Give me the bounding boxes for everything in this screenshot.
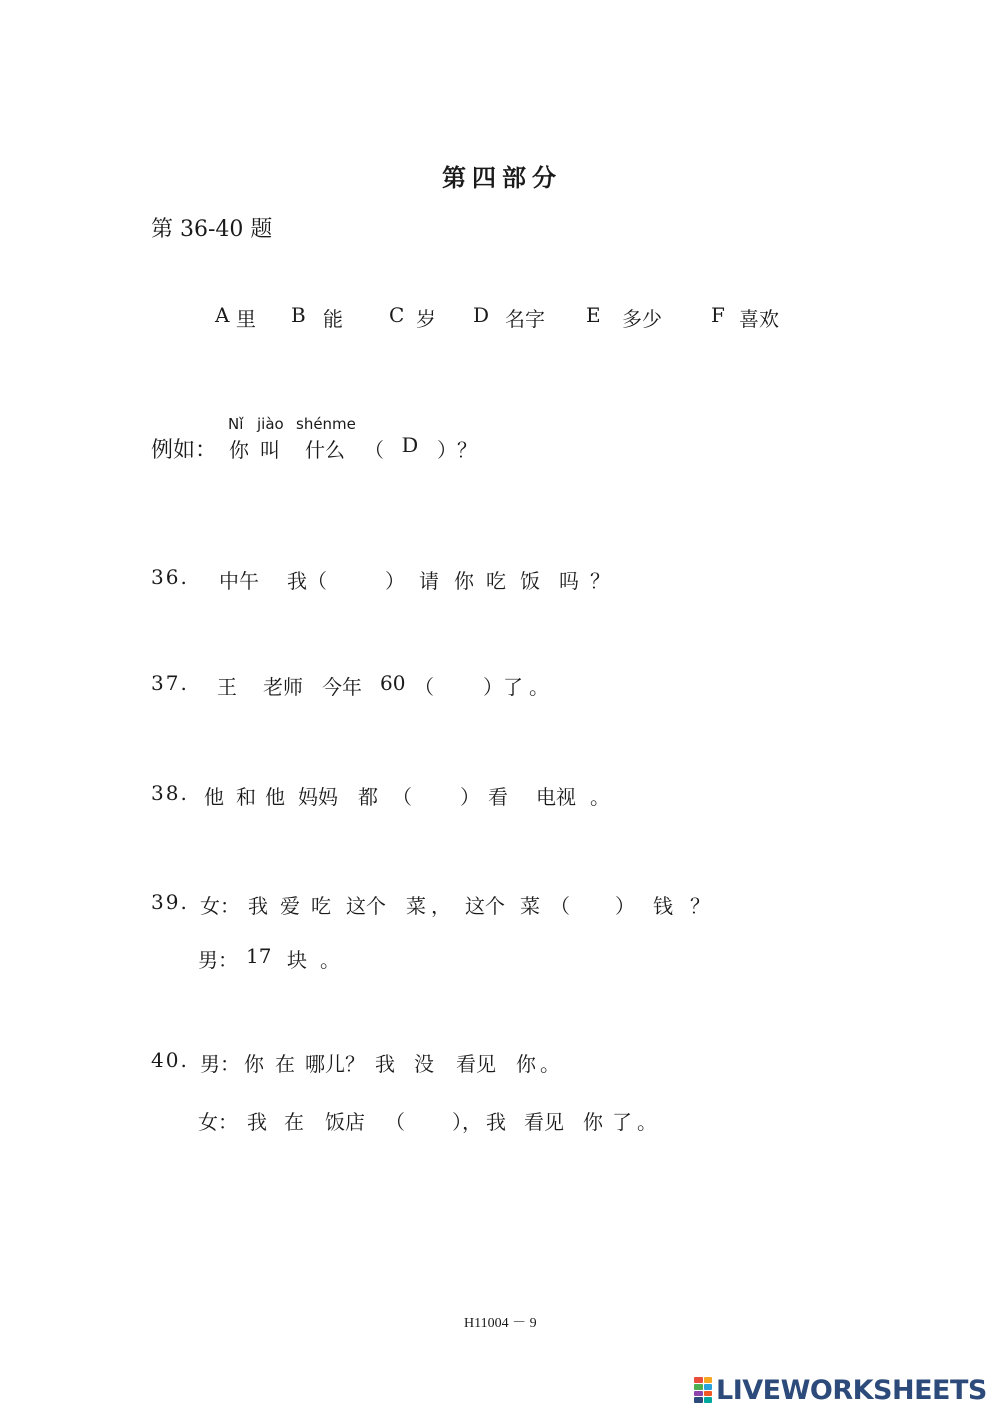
pinyin: jiào: [257, 415, 284, 433]
word: 王: [217, 675, 237, 699]
word: 在: [284, 1110, 304, 1134]
example-word: 什么: [305, 438, 345, 462]
logo-cell: [694, 1391, 703, 1397]
speaker: 男：: [198, 948, 238, 972]
example-word: 叫: [260, 438, 280, 462]
word: 妈妈: [298, 785, 338, 809]
logo-mark-icon: [694, 1377, 712, 1403]
question-number: 37.: [151, 671, 189, 695]
word: 60: [380, 671, 406, 695]
word: 爱: [280, 894, 300, 918]
word: （: [414, 675, 434, 699]
word: 我: [486, 1110, 506, 1134]
word: 看见: [456, 1052, 496, 1076]
word: （: [392, 785, 412, 809]
word: 块: [287, 948, 307, 972]
option-word: 多少: [622, 307, 662, 331]
option-letter: F: [711, 303, 725, 327]
answer-blank[interactable]: [337, 574, 371, 588]
logo-text: LIVEWORKSHEETS: [716, 1374, 987, 1406]
word: 我: [247, 1110, 267, 1134]
word: 这个: [346, 894, 386, 918]
word: 吃: [311, 894, 331, 918]
word: ）: [385, 569, 405, 593]
logo-cell: [704, 1384, 713, 1390]
pinyin: shénme: [296, 415, 356, 433]
word: 请: [419, 569, 439, 593]
liveworksheets-logo: [694, 1374, 987, 1406]
word: 看见: [524, 1110, 564, 1134]
answer-blank[interactable]: [405, 1115, 445, 1129]
word: 菜: [406, 894, 426, 918]
logo-cell: [704, 1377, 713, 1383]
example-label: 例如：: [151, 438, 218, 463]
option-word: 喜欢: [739, 307, 779, 331]
word: 哪儿？: [305, 1052, 365, 1076]
word: 电视: [536, 785, 576, 809]
page-title: 第四部分: [442, 163, 562, 192]
word: 你: [244, 1052, 264, 1076]
word: 这个: [465, 894, 505, 918]
speaker: 女：: [200, 894, 240, 918]
option-word: 能: [323, 307, 343, 331]
word: ？: [590, 569, 610, 593]
option-letter: A: [215, 303, 230, 327]
word: 17: [246, 944, 272, 968]
word: 。: [529, 675, 549, 699]
word: ），: [452, 1110, 482, 1134]
question-number: 36.: [151, 565, 189, 589]
word: 和: [236, 785, 256, 809]
option-letter: B: [291, 303, 306, 327]
word: 我: [375, 1052, 395, 1076]
logo-cell: [694, 1377, 703, 1383]
word: 他: [204, 785, 224, 809]
word: 看: [488, 785, 508, 809]
word: 他: [265, 785, 285, 809]
word: 饭: [520, 569, 540, 593]
speaker: 女：: [198, 1110, 238, 1134]
word: 在: [275, 1052, 295, 1076]
word: 钱: [653, 894, 673, 918]
word: 你: [516, 1052, 536, 1076]
word: 老师: [263, 675, 303, 699]
option-word: 名字: [505, 307, 545, 331]
logo-cell: [704, 1397, 713, 1403]
logo-cell: [704, 1391, 713, 1397]
word: ，: [431, 894, 451, 918]
word: 。: [637, 1110, 657, 1134]
word: ）: [615, 894, 635, 918]
paren-close: ）？: [437, 438, 477, 462]
option-word: 岁: [416, 307, 436, 331]
logo-cell: [694, 1397, 703, 1403]
word: 了: [612, 1110, 632, 1134]
word: 中午: [219, 569, 259, 593]
answer-blank[interactable]: [570, 899, 610, 913]
option-letter: C: [389, 303, 405, 327]
section-range: 第 36-40 题: [151, 217, 273, 242]
answer-blank[interactable]: [412, 790, 454, 804]
paren-open: （: [364, 438, 384, 462]
example-word: 你: [229, 438, 249, 462]
word: （: [385, 1110, 405, 1134]
word: 菜: [520, 894, 540, 918]
word: 都: [358, 785, 378, 809]
word: 我（: [287, 569, 327, 593]
question-number: 39.: [151, 890, 189, 914]
word: 我: [248, 894, 268, 918]
word: ？: [690, 894, 710, 918]
speaker: 男：: [200, 1052, 240, 1076]
answer-blank[interactable]: [438, 680, 478, 694]
word: ）了: [483, 675, 523, 699]
option-word: 里: [236, 307, 256, 331]
word: 吃: [486, 569, 506, 593]
logo-cell: [694, 1384, 703, 1390]
question-number: 40.: [151, 1048, 189, 1072]
word: ）: [460, 785, 480, 809]
word: 今年: [322, 675, 362, 699]
word: 吗: [559, 569, 579, 593]
word: 你: [454, 569, 474, 593]
word: 。: [540, 1052, 560, 1076]
word: 没: [414, 1052, 434, 1076]
word: 。: [320, 948, 340, 972]
pinyin: Nǐ: [228, 415, 244, 433]
option-letter: D: [473, 303, 490, 327]
example-answer: D: [402, 432, 418, 457]
word: 你: [583, 1110, 603, 1134]
page-footer: H11004 － 9: [464, 1316, 537, 1331]
question-number: 38.: [151, 781, 189, 805]
word: （: [550, 894, 570, 918]
option-letter: E: [586, 303, 601, 327]
word: 。: [590, 785, 610, 809]
word: 饭店: [325, 1110, 365, 1134]
